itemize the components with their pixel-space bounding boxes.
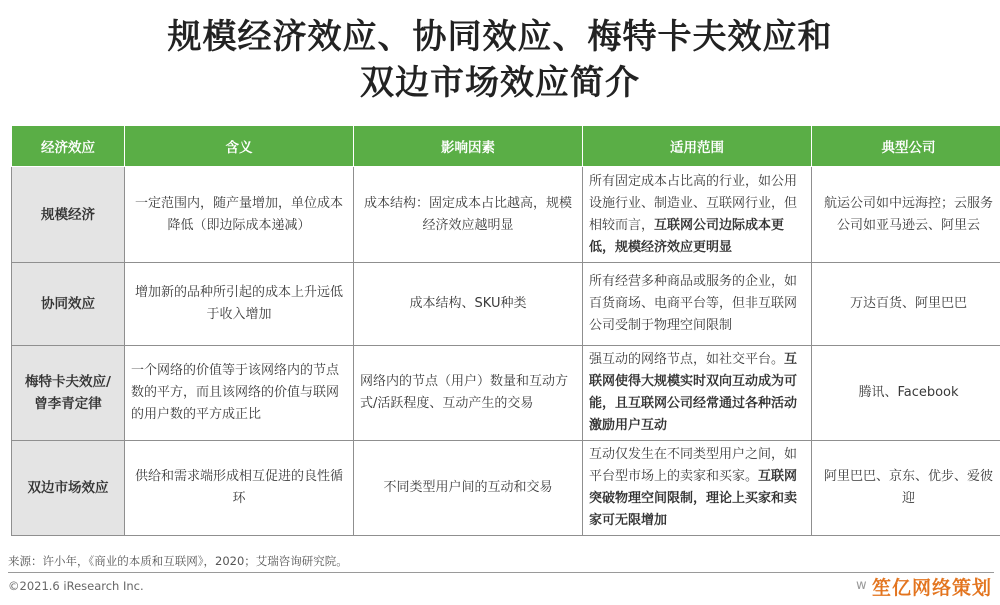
- row-factors: 成本结构：固定成本占比越高，规模经济效应越明显: [354, 167, 583, 263]
- faint-watermark-text: w: [856, 578, 867, 593]
- table-header-row: [12, 126, 1000, 167]
- header-effect: 经济效应: [12, 126, 125, 167]
- effect-name-line-1: 梅特卡夫效应/: [25, 374, 111, 390]
- scope-plain-text: 所有固定成本占比高的行业，如公用设施行业、制造业、互联网行业，但相较而言，: [589, 173, 798, 233]
- copyright: ©2021.6 iResearch Inc.: [8, 579, 144, 593]
- scope-bold-text: 互联网突破物理空间限制，理论上买家和卖家可无限增加: [589, 469, 798, 528]
- header-scope: 适用范围: [583, 126, 812, 167]
- row-factors: 成本结构、SKU种类: [354, 263, 583, 346]
- watermark: 笙亿网络策划: [871, 577, 992, 599]
- table-row: [12, 167, 1000, 263]
- scope-bold-text: 互联网公司边际成本更低，规模经济效应更明显: [589, 217, 785, 255]
- effects-table: [11, 125, 1000, 536]
- row-companies: 航运公司如中远海控；云服务公司如亚马逊云、阿里云: [812, 167, 1000, 263]
- scope-bold-text: 互联网使得大规模实时双向互动成为可能，且互联网公司经常通过各种活动激励用户互动: [589, 352, 798, 433]
- row-factors: 不同类型用户间的互动和交易: [354, 441, 583, 536]
- row-scope: [583, 263, 812, 346]
- row-effect-name: [12, 346, 125, 441]
- table-row: [12, 441, 1000, 536]
- row-meaning: 一个网络的价值等于该网络内的节点数的平方，而且该网络的价值与联网的用户数的平方成正比: [125, 346, 354, 441]
- footer-divider: [8, 572, 994, 573]
- row-companies: 阿里巴巴、京东、优步、爱彼迎: [812, 441, 1000, 536]
- source-note: 来源：许小年，《商业的本质和互联网》，2020；艾瑞咨询研究院。: [8, 554, 348, 568]
- row-scope: [583, 441, 812, 536]
- title-line-2: 双边市场效应简介: [360, 63, 640, 103]
- row-effect-name: 协同效应: [12, 263, 125, 346]
- table-row: [12, 263, 1000, 346]
- table-row: [12, 346, 1000, 441]
- header-meaning: 含义: [125, 126, 354, 167]
- title-line-1: 规模经济效应、协同效应、梅特卡夫效应和: [167, 17, 833, 57]
- row-meaning: 供给和需求端形成相互促进的良性循环: [125, 441, 354, 536]
- scope-plain-text: 互动仅发生在不同类型用户之间，如平台型市场上的卖家和买家。: [589, 447, 798, 484]
- row-scope: [583, 167, 812, 263]
- row-companies: 腾讯、Facebook: [812, 346, 1000, 441]
- effect-name-line-2: 曾李青定律: [34, 396, 102, 412]
- row-scope: [583, 346, 812, 441]
- scope-plain-text: 强互动的网络节点，如社交平台。: [589, 352, 785, 367]
- row-effect-name: 双边市场效应: [12, 441, 125, 536]
- row-meaning: 增加新的品种所引起的成本上升远低于收入增加: [125, 263, 354, 346]
- header-factors: 影响因素: [354, 126, 583, 167]
- row-companies: 万达百货、阿里巴巴: [812, 263, 1000, 346]
- scope-plain-text: 所有经营多种商品或服务的企业，如百货商场、电商平台等，但非互联网公司受制于物理空间限制: [589, 274, 798, 333]
- row-meaning: 一定范围内，随产量增加，单位成本降低（即边际成本递减）: [125, 167, 354, 263]
- row-effect-name: 规模经济: [12, 167, 125, 263]
- page-title: [0, 14, 1000, 106]
- row-factors: 网络内的节点（用户）数量和互动方式/活跃程度、互动产生的交易: [354, 346, 583, 441]
- header-companies: 典型公司: [812, 126, 1000, 167]
